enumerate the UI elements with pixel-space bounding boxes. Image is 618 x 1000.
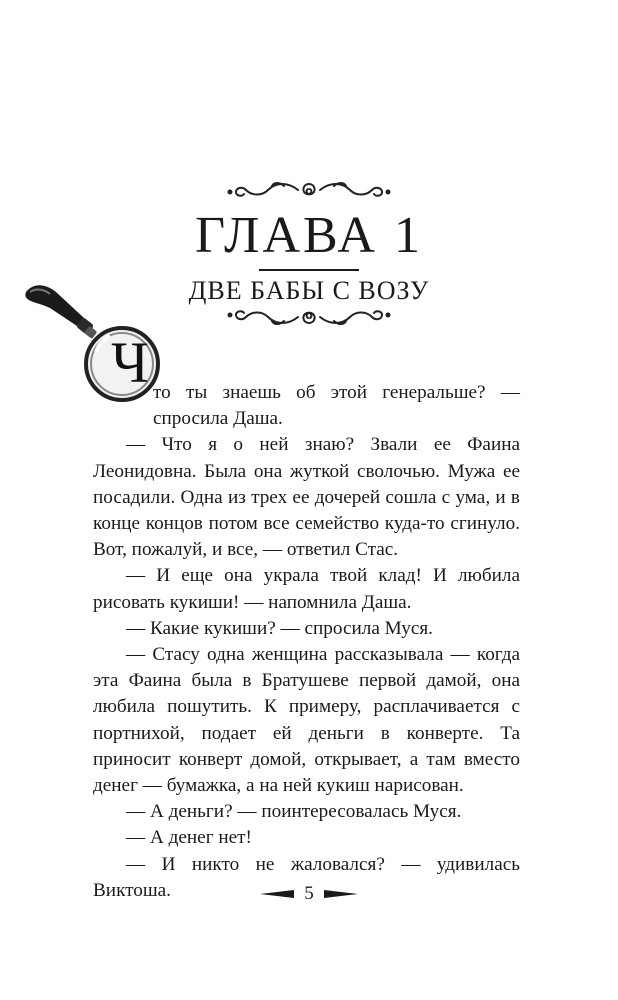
body-text xyxy=(93,380,520,904)
scroll-ornament-icon xyxy=(224,305,394,329)
paragraph: — Что я о ней знаю? Звали ее Фаина Леонидовна. Была она жуткой сволочью. Мужа ее посадили. Одна из трех ее дочерей сошла с ума, и в конце концов потом все семейство куда-то сгинуло. Вот, пожалуй, и все, — ответил Стас. xyxy=(93,434,520,561)
paragraph: то ты знаешь об этой генеральше? — спросила Даша. xyxy=(153,382,520,430)
page-number: 5 xyxy=(304,883,314,904)
paragraph: — Какие кукиши? — спросила Муся. xyxy=(126,617,433,639)
paragraph: — И никто не жаловался? — удивилась Виктоша. xyxy=(93,853,520,901)
paragraph: — И еще она украла твой клад! И любила рисовать кукиши! — напомнила Даша. xyxy=(93,565,520,613)
scroll-ornament-icon xyxy=(224,178,394,202)
chapter-subtitle: ДВЕ БАБЫ С ВОЗУ xyxy=(188,276,430,305)
arrow-icon xyxy=(260,888,294,900)
title-divider xyxy=(259,269,359,271)
arrow-icon xyxy=(324,888,358,900)
chapter-title: ГЛАВА 1 xyxy=(195,207,423,264)
top-ornament xyxy=(0,178,618,202)
page-footer xyxy=(0,882,618,906)
paragraph: — Стасу одна женщина рассказывала — когда эта Фаина была в Братушеве первой дамой, она любила пошутить. К примеру, расплачивается с портнихой, подает ей деньги в конверте. Та приносит конверт домой, открывает, а там вместо денег — бумажка, а на ней кукиш нарисован. xyxy=(93,644,520,797)
drop-cap: Ч xyxy=(111,330,149,395)
paragraph: — А денег нет! xyxy=(126,827,252,849)
paragraph: — А деньги? — поинтересовалась Муся. xyxy=(126,801,462,823)
